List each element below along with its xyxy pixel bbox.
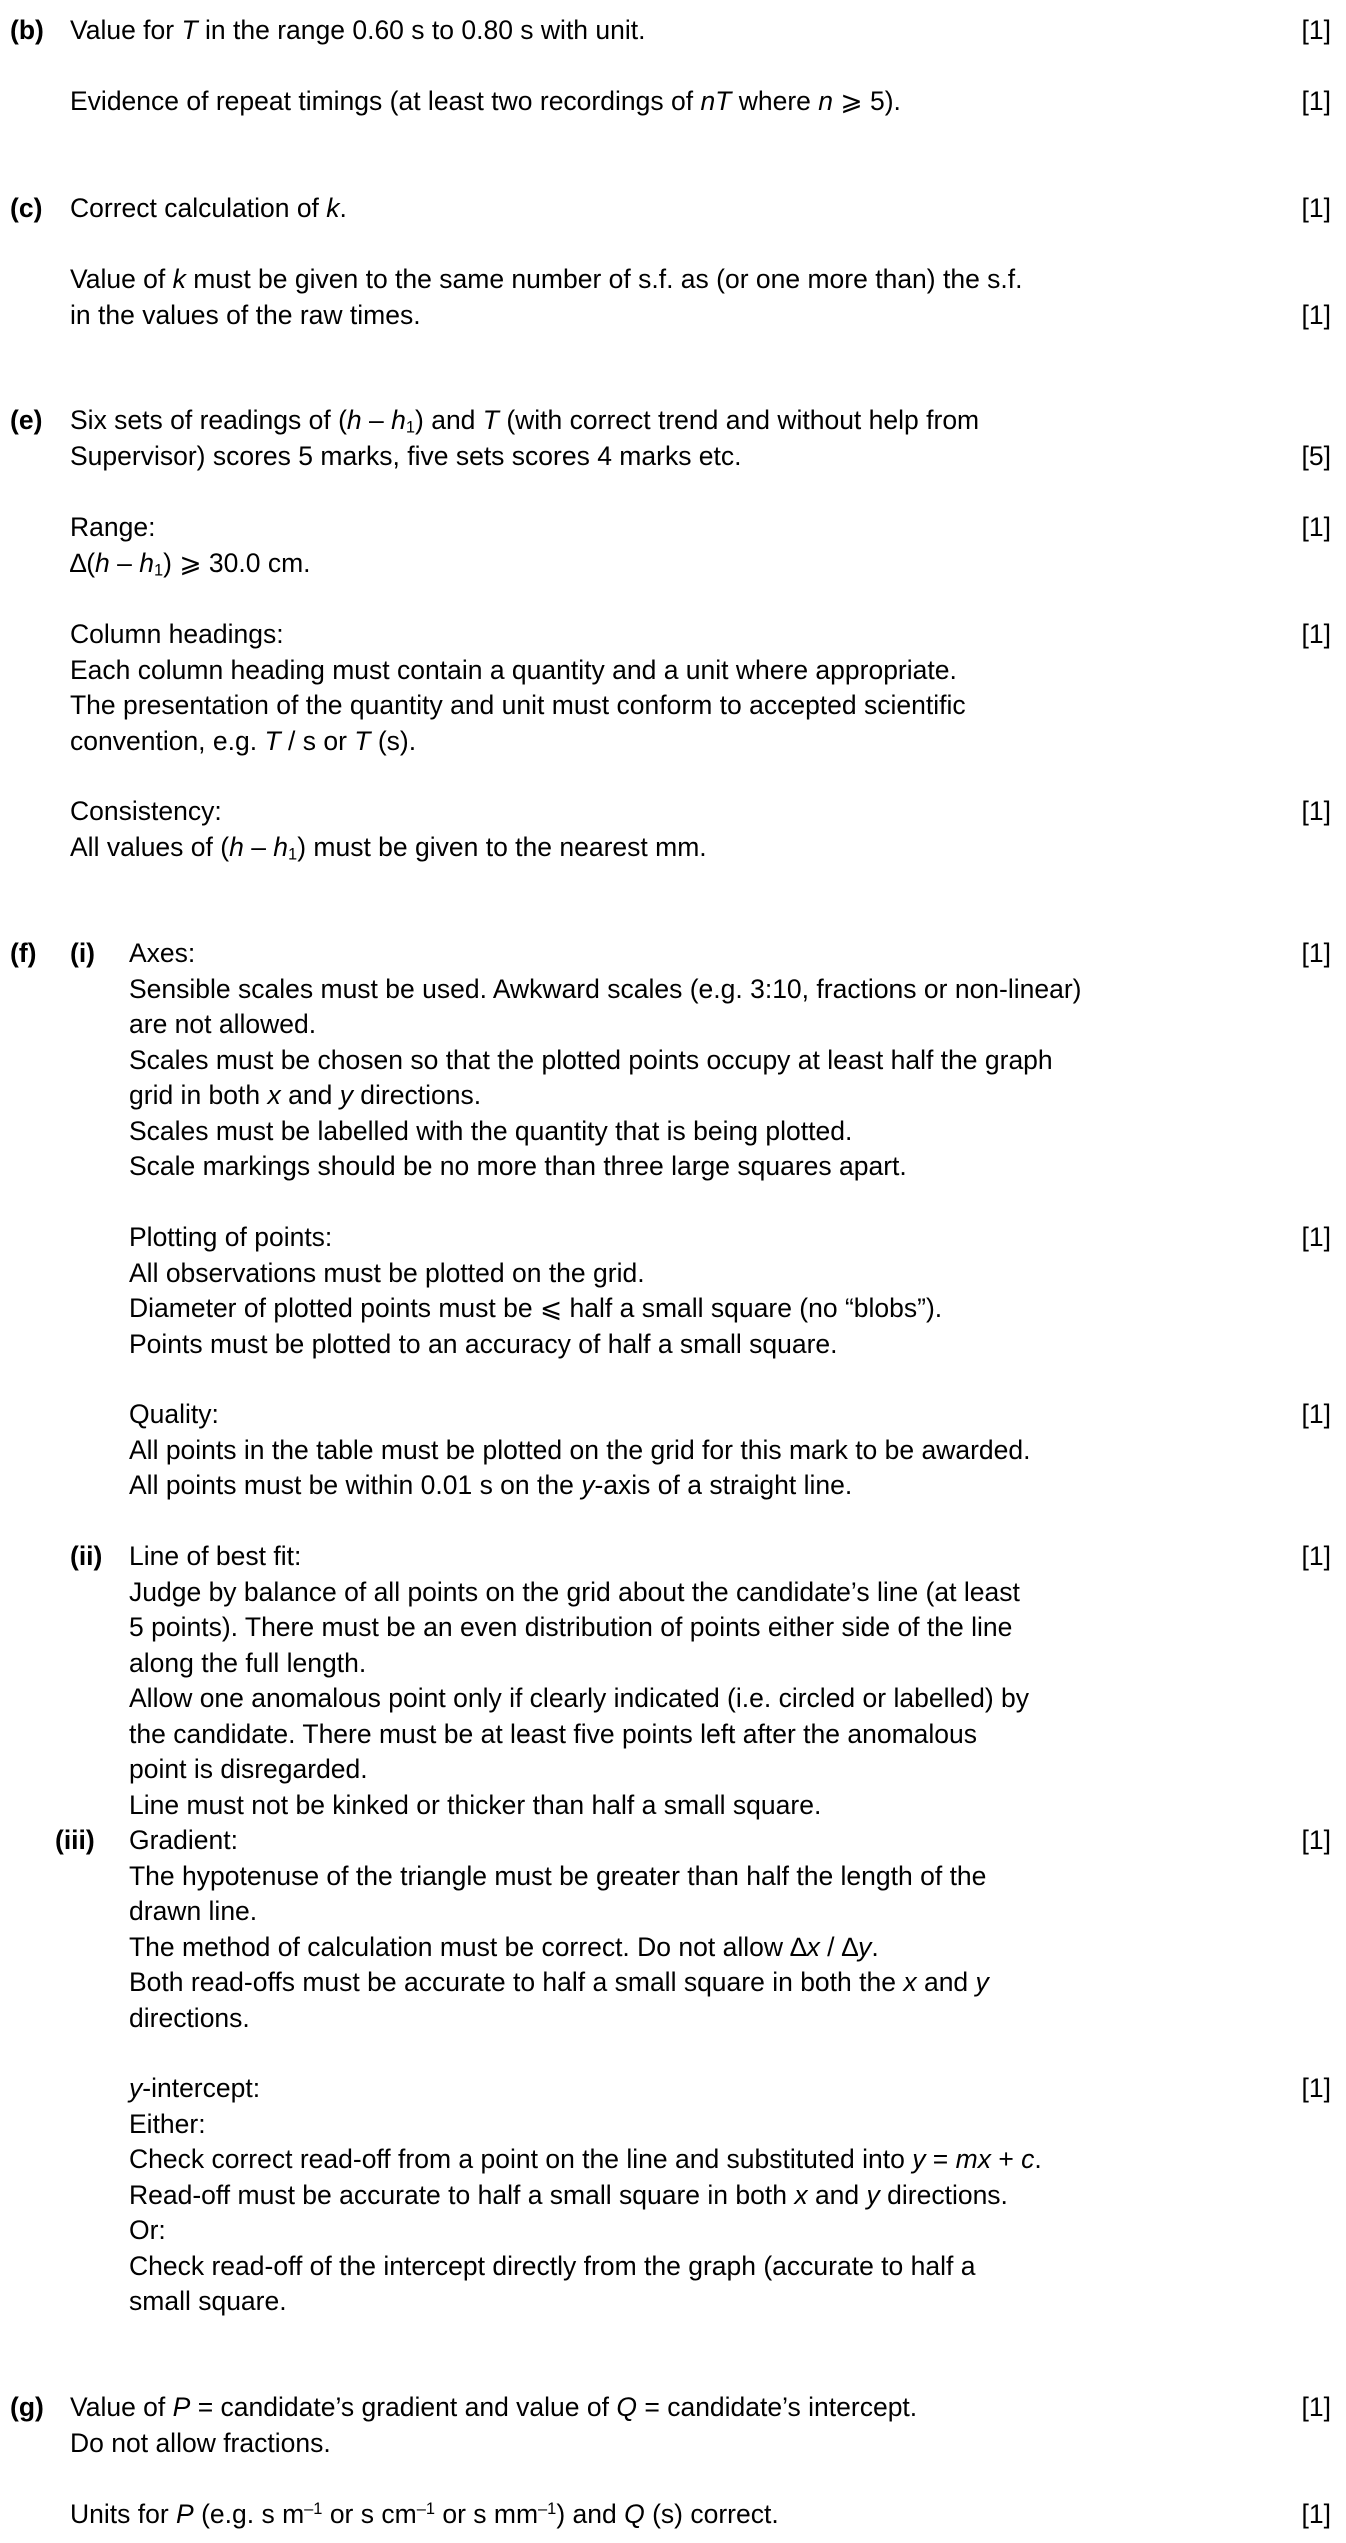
part-e-item-1-mark: [5] [1301,441,1331,471]
part-b-item-2-mark: [1] [1301,86,1331,116]
part-f-iii-intercept: y-intercept: Either: Check correct read-off from a point on the line and substituted into y = mx + c. Read-off must be accurate to half a small square in both x and y directions. Or: Check read-off of the intercept directly from the graph (accurate to half a small square. [129,2073,1042,2316]
part-f-i-axes-mark: [1] [1301,938,1331,968]
part-f-ii-label: (ii) [70,1541,103,1571]
part-f-iii-intercept-mark: [1] [1301,2073,1331,2103]
part-b-item-1: Value for T in the range 0.60 s to 0.80 s with unit. [70,15,646,45]
part-f-iii-gradient-mark: [1] [1301,1825,1331,1855]
part-f-iii-gradient: Gradient: The hypotenuse of the triangle must be greater than half the length of the drawn line. The method of calculation must be correct. Do not allow ∆x / ∆y. Both read-offs must be accurate to half a small square in both the x and y directions. [129,1825,989,2033]
part-c-item-1: Correct calculation of k. [70,193,347,223]
part-e-consistency-mark: [1] [1301,796,1331,826]
part-e-label: (e) [10,405,43,435]
part-f-ii-line-of-best-fit: Line of best fit: Judge by balance of all points on the grid about the candidate’s line (at least 5 points). There must be an even distribution of points either side of the line along the full length. Allow one anomalous point only if clearly indicated (i.e. circled or labelled) by the candidate. There must be at least five points left after the anomalous point is disregarded. Line must not be kinked or thicker than half a small square. [129,1541,1029,1820]
part-g-item-1: Value of P = candidate’s gradient and value of Q = candidate’s intercept. Do not allow fractions. [70,2392,918,2458]
part-b-item-1-mark: [1] [1301,15,1331,45]
part-g-item-1-mark: [1] [1301,2392,1331,2422]
part-f-ii-mark: [1] [1301,1541,1331,1571]
part-f-i-quality-mark: [1] [1301,1399,1331,1429]
part-c-item-2-mark: [1] [1301,300,1331,330]
part-c-item-2: Value of k must be given to the same number of s.f. as (or one more than) the s.f. in the values of the raw times. [70,264,1023,330]
part-e-column-headings-mark: [1] [1301,619,1331,649]
part-f-iii-label: (iii) [55,1825,95,1855]
part-g-item-2: Units for P (e.g. s $m^{-1}$ or s $cm^{-1}$ or s $mm^{-1}$) and Q (s) correct. [70,2499,779,2529]
part-c-item-1-mark: [1] [1301,193,1331,223]
part-e-consistency: Consistency: All values of $(h - h_1)$ must be given to the nearest mm. [70,796,707,863]
part-f-i-plotting: Plotting of points: All observations must be plotted on the grid. Diameter of plotted points must be ⩽ half a small square (no “blobs”). Points must be plotted to an accuracy of half a small square. [129,1222,943,1359]
part-b-label: (b) [10,15,44,45]
part-f-i-axes: Axes: Sensible scales must be used. Awkward scales (e.g. 3:10, fractions or non-linear) are not allowed. Scales must be chosen so that the plotted points occupy at least half the graph grid in both x and y directions. Scales must be labelled with the quantity that is being plotted. Scale markings should be no more than three large squares apart. [129,938,1082,1181]
part-g-label: (g) [10,2392,44,2422]
part-f-label: (f) [10,938,37,968]
part-e-range: Range: $\Delta(h - h_1)$ ⩾ 30.0 cm. [70,512,311,579]
part-f-i-plotting-mark: [1] [1301,1222,1331,1252]
part-e-item-1: Six sets of readings of $(h - h_1)$ and T (with correct trend and without help from Supervisor) scores 5 marks, five sets scores 4 marks etc. [70,405,980,471]
part-g-item-2-mark: [1] [1301,2499,1331,2529]
part-f-i-label: (i) [70,938,96,968]
part-e-column-headings: Column headings: Each column heading must contain a quantity and a unit where appropriate. The presentation of the quantity and unit must conform to accepted scientific convention, e.g. T / s or T (s). [70,619,966,756]
part-b-item-2: Evidence of repeat timings (at least two recordings of nT where n ⩾ 5). [70,86,901,116]
part-e-range-mark: [1] [1301,512,1331,542]
part-f-i-quality: Quality: All points in the table must be plotted on the grid for this mark to be awarded. All points must be within 0.01 s on the y-axis of a straight line. [129,1399,1031,1500]
part-c-label: (c) [10,193,43,223]
